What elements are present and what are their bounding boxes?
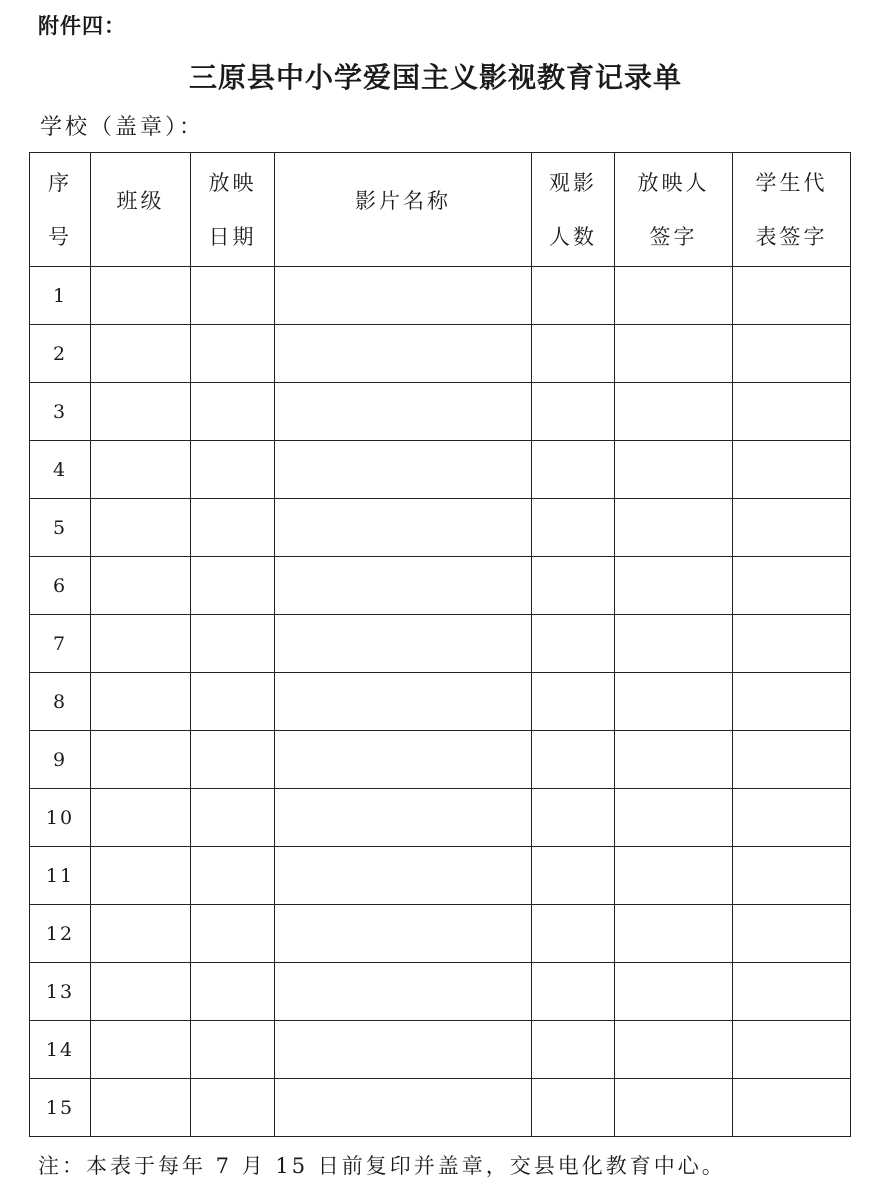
cell-student-rep-sign[interactable] <box>733 789 851 847</box>
cell-date[interactable] <box>191 557 275 615</box>
row-seq-number: 9 <box>30 731 91 789</box>
row-seq-number: 11 <box>30 847 91 905</box>
cell-class[interactable] <box>91 441 191 499</box>
row-seq-number: 4 <box>30 441 91 499</box>
record-table <box>29 152 851 1137</box>
cell-date[interactable] <box>191 383 275 441</box>
table-row <box>30 325 851 383</box>
table-row <box>30 731 851 789</box>
row-seq-number: 14 <box>30 1021 91 1079</box>
table-row <box>30 1021 851 1079</box>
cell-viewer-count[interactable] <box>532 905 615 963</box>
table-row <box>30 847 851 905</box>
row-seq-number: 1 <box>30 267 91 325</box>
cell-viewer-count[interactable] <box>532 1021 615 1079</box>
cell-projectionist-sign[interactable] <box>615 383 733 441</box>
table-row <box>30 383 851 441</box>
cell-projectionist-sign[interactable] <box>615 731 733 789</box>
cell-date[interactable] <box>191 789 275 847</box>
row-seq-number: 13 <box>30 963 91 1021</box>
table-row <box>30 673 851 731</box>
cell-date[interactable] <box>191 1079 275 1137</box>
cell-projectionist-sign[interactable] <box>615 847 733 905</box>
school-stamp-label: 学校（盖章）： <box>40 115 205 140</box>
header-student-rep-sign: 学生代 表签字 <box>733 153 851 267</box>
cell-class[interactable] <box>91 789 191 847</box>
cell-projectionist-sign[interactable] <box>615 963 733 1021</box>
cell-projectionist-sign[interactable] <box>615 557 733 615</box>
table-row <box>30 789 851 847</box>
cell-student-rep-sign[interactable] <box>733 267 851 325</box>
cell-student-rep-sign[interactable] <box>733 615 851 673</box>
cell-viewer-count[interactable] <box>532 499 615 557</box>
cell-viewer-count[interactable] <box>532 1079 615 1137</box>
cell-film-name[interactable] <box>275 789 532 847</box>
cell-class[interactable] <box>91 905 191 963</box>
header-viewer-count: 观影 人数 <box>532 153 615 267</box>
row-seq-number: 8 <box>30 673 91 731</box>
cell-projectionist-sign[interactable] <box>615 267 733 325</box>
cell-student-rep-sign[interactable] <box>733 847 851 905</box>
cell-class[interactable] <box>91 615 191 673</box>
cell-date[interactable] <box>191 847 275 905</box>
cell-student-rep-sign[interactable] <box>733 1021 851 1079</box>
row-seq-number: 15 <box>30 1079 91 1137</box>
cell-student-rep-sign[interactable] <box>733 905 851 963</box>
header-seq: 序 号 <box>30 153 91 267</box>
cell-class[interactable] <box>91 383 191 441</box>
table-row <box>30 499 851 557</box>
cell-student-rep-sign[interactable] <box>733 383 851 441</box>
cell-film-name[interactable] <box>275 963 532 1021</box>
cell-film-name[interactable] <box>275 615 532 673</box>
footnote: 注：本表于每年 7 月 15 日前复印并盖章，交县电化教育中心。 <box>38 1154 726 1178</box>
cell-viewer-count[interactable] <box>532 615 615 673</box>
cell-viewer-count[interactable] <box>532 267 615 325</box>
cell-projectionist-sign[interactable] <box>615 673 733 731</box>
header-date: 放映 日期 <box>191 153 275 267</box>
cell-projectionist-sign[interactable] <box>615 789 733 847</box>
cell-date[interactable] <box>191 499 275 557</box>
cell-class[interactable] <box>91 963 191 1021</box>
cell-date[interactable] <box>191 325 275 383</box>
cell-viewer-count[interactable] <box>532 557 615 615</box>
cell-film-name[interactable] <box>275 905 532 963</box>
cell-viewer-count[interactable] <box>532 673 615 731</box>
cell-date[interactable] <box>191 673 275 731</box>
cell-viewer-count[interactable] <box>532 383 615 441</box>
table-header-row <box>30 153 851 267</box>
cell-film-name[interactable] <box>275 267 532 325</box>
cell-film-name[interactable] <box>275 383 532 441</box>
cell-class[interactable] <box>91 673 191 731</box>
cell-film-name[interactable] <box>275 673 532 731</box>
cell-film-name[interactable] <box>275 731 532 789</box>
cell-date[interactable] <box>191 615 275 673</box>
attachment-label: 附件四： <box>38 14 126 38</box>
row-seq-number: 3 <box>30 383 91 441</box>
cell-viewer-count[interactable] <box>532 441 615 499</box>
table-row <box>30 615 851 673</box>
table-row <box>30 557 851 615</box>
cell-date[interactable] <box>191 963 275 1021</box>
cell-student-rep-sign[interactable] <box>733 673 851 731</box>
row-seq-number: 6 <box>30 557 91 615</box>
header-class: 班级 <box>91 153 191 267</box>
cell-projectionist-sign[interactable] <box>615 615 733 673</box>
row-seq-number: 2 <box>30 325 91 383</box>
header-projectionist-sign: 放映人 签字 <box>615 153 733 267</box>
cell-student-rep-sign[interactable] <box>733 325 851 383</box>
cell-viewer-count[interactable] <box>532 963 615 1021</box>
header-film-name: 影片名称 <box>275 153 532 267</box>
cell-class[interactable] <box>91 499 191 557</box>
cell-student-rep-sign[interactable] <box>733 963 851 1021</box>
row-seq-number: 7 <box>30 615 91 673</box>
cell-class[interactable] <box>91 847 191 905</box>
cell-class[interactable] <box>91 1021 191 1079</box>
cell-film-name[interactable] <box>275 441 532 499</box>
cell-date[interactable] <box>191 905 275 963</box>
cell-student-rep-sign[interactable] <box>733 1079 851 1137</box>
cell-date[interactable] <box>191 731 275 789</box>
cell-film-name[interactable] <box>275 1079 532 1137</box>
table-row <box>30 267 851 325</box>
cell-projectionist-sign[interactable] <box>615 1079 733 1137</box>
cell-student-rep-sign[interactable] <box>733 557 851 615</box>
cell-projectionist-sign[interactable] <box>615 499 733 557</box>
cell-student-rep-sign[interactable] <box>733 441 851 499</box>
cell-class[interactable] <box>91 325 191 383</box>
row-seq-number: 5 <box>30 499 91 557</box>
table-row <box>30 441 851 499</box>
cell-student-rep-sign[interactable] <box>733 731 851 789</box>
cell-projectionist-sign[interactable] <box>615 441 733 499</box>
row-seq-number: 12 <box>30 905 91 963</box>
cell-date[interactable] <box>191 1021 275 1079</box>
cell-film-name[interactable] <box>275 1021 532 1079</box>
cell-projectionist-sign[interactable] <box>615 905 733 963</box>
cell-class[interactable] <box>91 267 191 325</box>
cell-viewer-count[interactable] <box>532 325 615 383</box>
cell-viewer-count[interactable] <box>532 847 615 905</box>
table-row <box>30 905 851 963</box>
cell-film-name[interactable] <box>275 325 532 383</box>
cell-projectionist-sign[interactable] <box>615 325 733 383</box>
table-row <box>30 1079 851 1137</box>
page-title: 三原县中小学爱国主义影视教育记录单 <box>188 61 682 94</box>
cell-film-name[interactable] <box>275 847 532 905</box>
cell-class[interactable] <box>91 557 191 615</box>
cell-class[interactable] <box>91 731 191 789</box>
table-row <box>30 963 851 1021</box>
cell-viewer-count[interactable] <box>532 731 615 789</box>
cell-date[interactable] <box>191 441 275 499</box>
cell-student-rep-sign[interactable] <box>733 499 851 557</box>
cell-date[interactable] <box>191 267 275 325</box>
cell-projectionist-sign[interactable] <box>615 1021 733 1079</box>
cell-film-name[interactable] <box>275 499 532 557</box>
cell-film-name[interactable] <box>275 557 532 615</box>
cell-viewer-count[interactable] <box>532 789 615 847</box>
row-seq-number: 10 <box>30 789 91 847</box>
cell-class[interactable] <box>91 1079 191 1137</box>
